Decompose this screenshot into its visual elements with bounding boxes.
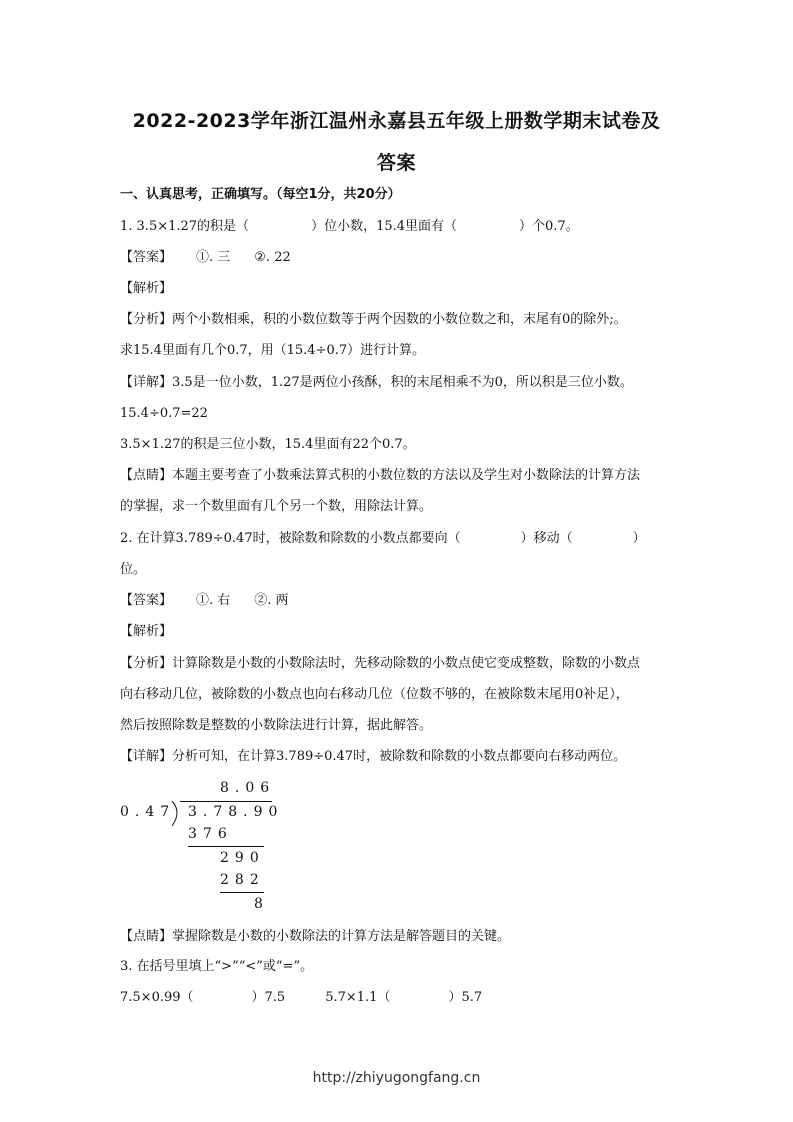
fenxi-text-continued: 求15.4里面有几个0.7，用（15.4÷0.7）进行计算。 — [120, 343, 426, 358]
xiangjie-text: 3.5是一位小数，1.27是两位小孩酥，积的末尾相乘不为0，所以积是三位小数。 — [172, 375, 633, 390]
answer-2: ②. 两 — [254, 593, 289, 608]
jiexi-label: 【解析】 — [120, 624, 173, 639]
question-2-answer — [120, 592, 289, 610]
question-2-continued: 位。 — [120, 562, 147, 577]
divisor: 0.47 — [120, 804, 176, 820]
division-bar — [180, 801, 272, 802]
question-1 — [120, 218, 579, 236]
item-1-right: ）7.5 — [251, 990, 286, 1005]
subtraction-step-3: 282 — [220, 872, 265, 888]
question-2 — [120, 530, 646, 548]
answer-label: 【答案】 — [120, 593, 173, 608]
dividend: 3.78.90 — [188, 804, 284, 820]
question-2-part-a: 2. 在计算3.789÷0.47时，被除数和除数的小数点都要向（ — [120, 531, 461, 546]
fenxi-label: 【分析】 — [120, 312, 173, 327]
fenxi-label: 【分析】 — [120, 656, 173, 671]
quotient: 8.06 — [220, 780, 276, 796]
question-2-part-b: ）移动（ — [520, 531, 573, 546]
dianjing-label: 【点睛】 — [120, 468, 173, 483]
fenxi-text: 两个小数相乘，积的小数位数等于两个因数的小数位数之和，末尾有0的除外;。 — [172, 312, 627, 327]
subtraction-step-2: 290 — [220, 850, 265, 866]
question-3: 3. 在括号里填上“>”“<”或“=”。 — [120, 959, 314, 974]
answer-1: ①. 右 — [196, 593, 231, 608]
answer-2: ②. 22 — [254, 250, 291, 265]
xiangjie-paragraph — [120, 748, 626, 766]
conclusion: 3.5×1.27的积是三位小数，15.4里面有22个0.7。 — [120, 437, 416, 452]
answer-1: ①. 三 — [196, 250, 231, 265]
item-1-left: 7.5×0.99（ — [120, 990, 194, 1005]
xiangjie-paragraph — [120, 374, 633, 392]
jiexi-label: 【解析】 — [120, 281, 173, 296]
answer-label: 【答案】 — [120, 250, 173, 265]
item-2-left: 5.7×1.1（ — [325, 990, 391, 1005]
fenxi-text: 计算除数是小数的小数除法时，先移动除数的小数点使它变成整数，除数的小数点 — [172, 656, 641, 671]
step-line-1 — [188, 846, 264, 847]
calculation: 15.4÷0.7=22 — [120, 406, 208, 421]
division-bracket — [170, 800, 184, 828]
question-1-part-a: 1. 3.5×1.27的积是（ — [120, 219, 250, 234]
dianjing-text: 掌握除数是小数的小数除法的计算方法是解答题目的关键。 — [172, 929, 511, 944]
question-2-part-c: ） — [632, 531, 646, 546]
dianjing-label: 【点睛】 — [120, 929, 173, 944]
page-title-line2: 答案 — [376, 152, 416, 174]
fenxi-paragraph — [120, 311, 627, 329]
question-1-part-b: ）位小数，15.4里面有（ — [311, 219, 458, 234]
xiangjie-label: 【详解】 — [120, 375, 173, 390]
remainder: 8 — [254, 896, 269, 912]
dianjing-paragraph — [120, 928, 510, 946]
footer-url[interactable]: http://zhiyugongfang.cn — [312, 1070, 481, 1086]
fenxi-text-continued-2: 然后按照除数是整数的小数除法进行计算，据此解答。 — [120, 718, 433, 733]
dianjing-text-continued: 的掌握，求一个数里面有几个另一个数，用除法计算。 — [120, 499, 433, 514]
xiangjie-text: 分析可知，在计算3.789÷0.47时，被除数和除数的小数点都要向右移动两位。 — [172, 749, 627, 764]
long-division-figure — [120, 778, 290, 918]
section-heading: 一、认真思考，正确填写。（每空1分，共20分） — [120, 187, 401, 202]
step-line-2 — [220, 892, 264, 893]
page-title: 2022-2023学年浙江温州永嘉县五年级上册数学期末试卷及 — [132, 110, 661, 132]
fenxi-paragraph — [120, 655, 640, 673]
item-2-right: ）5.7 — [448, 990, 483, 1005]
xiangjie-label: 【详解】 — [120, 749, 173, 764]
question-3-items — [120, 989, 482, 1007]
dianjing-text: 本题主要考查了小数乘法算式积的小数位数的方法以及学生对小数除法的计算方法 — [172, 468, 641, 483]
question-1-part-c: ）个0.7。 — [519, 219, 579, 234]
fenxi-text-continued: 向右移动几位，被除数的小数点也向右移动几位（位数不够的，在被除数末尾用0补足）， — [120, 687, 629, 702]
dianjing-paragraph — [120, 467, 640, 485]
question-1-answer — [120, 249, 291, 267]
subtraction-step-1: 376 — [188, 826, 233, 842]
